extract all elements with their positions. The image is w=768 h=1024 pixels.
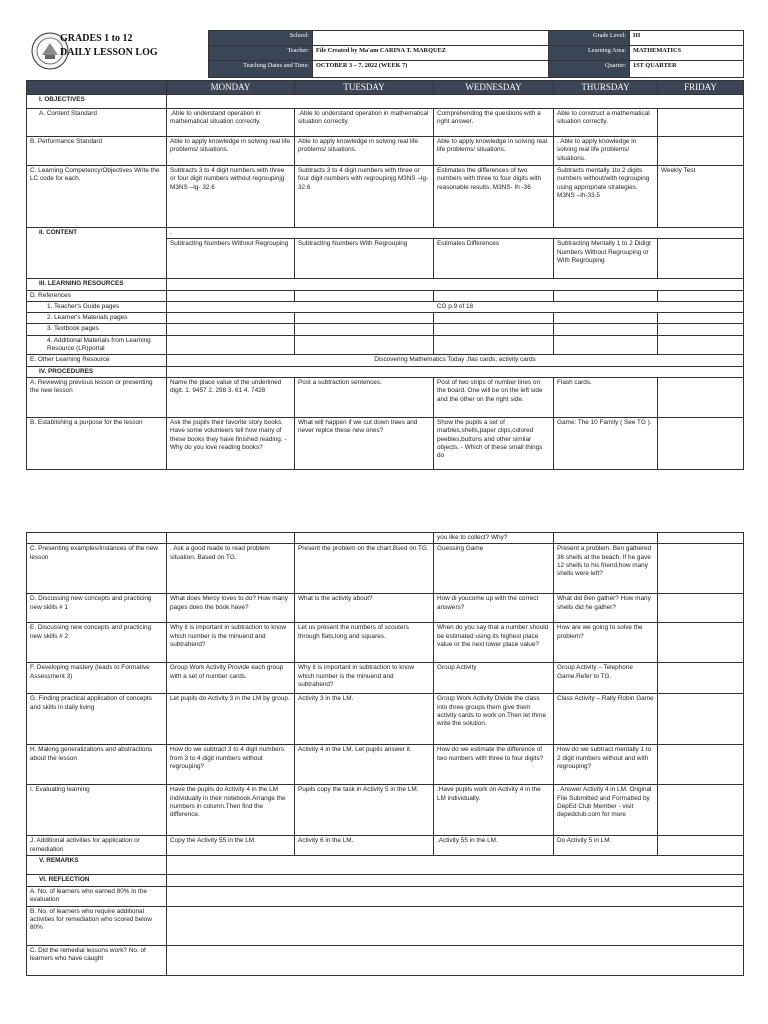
lesson-table-part-2 — [26, 532, 743, 976]
competency-tue: Subtracts 3 to 4 digit numbers with three or four digit numbers with regroupinjg M3NS –Ig- 32.6 — [295, 166, 434, 228]
quarter-value: 1ST QUARTER — [630, 61, 744, 78]
day-friday: FRIDAY — [658, 81, 744, 95]
proc-h-fri — [658, 745, 744, 785]
proc-e-mon: Why it is important in subtraction to know which number is the minuend and subtrahend? — [167, 623, 295, 663]
performance-standard-mon: Able to apply knowledge in solving real life problems/ situations. — [167, 137, 295, 166]
title-line-2: DAILY LESSON LOG — [60, 47, 158, 58]
dates-value: OCTOBER 3 – 7, 2022 (WEEK 7) — [313, 61, 549, 78]
proc-c-wed: Guessing Game — [434, 544, 554, 594]
competency-label: C. Learning Competency/Objectives Write the LC code for each. — [27, 166, 167, 228]
proc-d-mon: What does Mercy loves to do? How many pages does the book have? — [167, 594, 295, 623]
proc-h-label: H. Making generalizations and abstractions about the lesson — [27, 745, 167, 785]
day-monday: MONDAY — [167, 81, 295, 95]
grade-value: III — [630, 31, 744, 46]
proc-d-label: D. Discussing new concepts and practicing new skills # 1 — [27, 594, 167, 623]
content-wed: Estimates Differences — [434, 239, 554, 279]
proc-e-label: E. Discussing new concepts and practicing new skills # 2 — [27, 623, 167, 663]
school-value — [313, 31, 549, 46]
proc-a-label: A. Reviewing previous lesson or presenting the new lesson — [27, 377, 167, 417]
day-thursday: THURSDAY — [554, 81, 658, 95]
proc-e-fri — [658, 623, 744, 663]
proc-g-wed: Group Work Activity Divide the class into three groups them give them activity cards to work on.Then let thme write the solution. — [434, 694, 554, 745]
reflection-heading: VI. REFLECTION — [27, 875, 167, 886]
other-resource-text: Discovering Mathematics Today ,flas cards, activity cards — [167, 355, 744, 366]
content-standard-thu: Able to construct a mathematical situation correctly. — [554, 109, 658, 137]
proc-g-label: G. Finding practical application of concepts and skills in daily living — [27, 694, 167, 745]
teacher-label: Teacher: — [209, 46, 313, 61]
content-tue: Subtracting Numbers With Regrouping — [295, 239, 434, 279]
content-heading: II. CONTENT — [27, 228, 167, 279]
proc-j-thu: Do Activity 5 in LM. — [554, 836, 658, 856]
proc-c-fri — [658, 544, 744, 594]
proc-f-fri — [658, 663, 744, 694]
proc-b-wed: Show the pupils a set of marbles,shells,paper clips,colored peebles,buttons and other similar objects. - Which of these small things do — [434, 417, 554, 469]
proc-b-mon: Ask the pupils their favorite story books. Have some volunteers tell how many of these books they have finished reading. - Why do you love reading books? — [167, 417, 295, 469]
performance-standard-fri — [658, 137, 744, 166]
learners-materials-label: 2. Learner's Materials pages — [27, 313, 167, 324]
procedures-heading: IV. PROCEDURES — [27, 366, 167, 377]
competency-fri: Weekly Test — [658, 166, 744, 228]
proc-a-fri — [658, 377, 744, 417]
proc-i-thu: . Answer Activity 4 in LM. Original File Submitted and Formatted by DepEd Club Member - visit depedclub.com for more — [554, 785, 658, 836]
proc-j-wed: .Activity 55 in the LM. — [434, 836, 554, 856]
proc-j-tue: Activity 6 in the LM. — [295, 836, 434, 856]
competency-mon: Subtracts 3 to 4 digit numbers with three or four digit numbers without regroupinjg M3NS –Ig- 32.6 — [167, 166, 295, 228]
lesson-table-part-1 — [26, 80, 743, 470]
textbook-label: 3. Textbook pages — [27, 324, 167, 335]
proc-d-wed: How di youcome up with the correct answers? — [434, 594, 554, 623]
remarks-heading: V. REMARKS — [27, 856, 167, 875]
proc-g-tue: Activity 3 in the LM. — [295, 694, 434, 745]
content-standard-wed: Comprehending the questions with a right answer. — [434, 109, 554, 137]
title-line-1: GRADES 1 to 12 — [60, 33, 133, 44]
content-mon: Subtracting Numbers Without Regrouping — [167, 239, 295, 279]
proc-e-thu: How are we going to solve the problem? — [554, 623, 658, 663]
proc-c-tue: Present the problem on the chart.Bsed on TG. — [295, 544, 434, 594]
proc-f-thu: Group Activity – Telephone Game.Refer to TG. — [554, 663, 658, 694]
area-value: MATHEMATICS — [630, 46, 744, 61]
quarter-label: Quarter: — [549, 61, 630, 78]
performance-standard-wed: Able to apply knowledge in solving real life problems/ situations. — [434, 137, 554, 166]
competency-wed: Estimates the differences of two numbers with three to four digits with reasonable results. M3NS- Ih -36 — [434, 166, 554, 228]
cg-reference: CG p.9 of 18 — [167, 301, 744, 312]
proc-f-label: F. Developing mastery (leads to Formative Assessment 3) — [27, 663, 167, 694]
proc-d-fri — [658, 594, 744, 623]
content-standard-mon: .Able to understand operation in mathematical situation correctly. — [167, 109, 295, 137]
dll-header — [26, 30, 743, 72]
teachers-guide-label: 1. Teacher's Guide pages — [27, 301, 167, 312]
content-standard-label: A. Content Standard — [27, 109, 167, 137]
proc-j-fri — [658, 836, 744, 856]
proc-c-thu: Present a problem. Ben gathered 36 shells at the beach. If he gave 12 shells to his friend,how many shells were left? — [554, 544, 658, 594]
proc-b-thu: Game: The 10 Family ( See TG ). — [554, 417, 658, 469]
proc-b-fri — [658, 417, 744, 469]
content-thu: Subtracting Mentally 1 to 2 Didigt Numbers Without Regrouping or With Regrouping — [554, 239, 658, 279]
proc-f-tue: Why it is important in subtraction to know which number is the minuend and subtrahend? — [295, 663, 434, 694]
proc-g-thu: Class Activity – Rally Robin Game — [554, 694, 658, 745]
day-tuesday: TUESDAY — [295, 81, 434, 95]
content-standard-tue: .Able to understand operation in mathematical situation correctly. — [295, 109, 434, 137]
objectives-heading: I. OBJECTIVES — [27, 95, 167, 109]
proc-i-fri — [658, 785, 744, 836]
proc-d-thu: What did Ben gather? How many shells did he gather? — [554, 594, 658, 623]
proc-j-label: J. Additional activities for application or remediation — [27, 836, 167, 856]
proc-b-label: B. Establishing a purpose for the lesson — [27, 417, 167, 469]
proc-b-tue: What will happen if we cut down trees and never replce these new ones? — [295, 417, 434, 469]
proc-h-mon: How do we subtract 3 to 4 digit numbers from 3 to 4 digit numbers without regrouping? — [167, 745, 295, 785]
performance-standard-thu: . Able to apply knowledge in solving real life problems/ situations. — [554, 137, 658, 166]
day-wednesday: WEDNESDAY — [434, 81, 554, 95]
proc-a-wed: Post of two strips of number lines on the board. One will be on the left side and the other on the right side. — [434, 377, 554, 417]
references-label: D. References — [27, 290, 167, 301]
school-label: School: — [209, 31, 313, 46]
additional-materials-label: 4. Additional Materials from Learning Resource (LR)portal — [27, 335, 167, 355]
performance-standard-label: B. Performance Standard — [27, 137, 167, 166]
content-standard-fri — [658, 109, 744, 137]
proc-e-wed: When do you say that a number should be estimated using its highest place value or the next lower place value? — [434, 623, 554, 663]
reflection-a-label: A. No. of learners who earned 80% in the evaluation — [27, 886, 167, 906]
content-dot: . — [167, 228, 744, 239]
proc-h-thu: How do we subtract mentally 1 to 2 digit numbers without and with regrouping? — [554, 745, 658, 785]
proc-i-mon: Have the pupils do Activity 4 in the LM individually in their notebook.Arrange the numbers in column.Then find the difference. — [167, 785, 295, 836]
proc-i-tue: Pupils copy the task in Activity 5 in the LM. — [295, 785, 434, 836]
proc-f-wed: Group Activity — [434, 663, 554, 694]
proc-g-fri — [658, 694, 744, 745]
proc-a-mon: Name the place value of the underlined digit. 1. 9457 2. 298 3. 61 4. 7428 — [167, 377, 295, 417]
proc-b-wed-continued: you like to collect? Why? — [434, 533, 554, 544]
teacher-value: File Created by Ma'am CARINA T. MARQUEZ — [313, 46, 549, 61]
reflection-b-label: B. No. of learners who require additional activities for remediation who scored below 80% — [27, 906, 167, 945]
area-label: Learning Area: — [549, 46, 630, 61]
reflection-c-label: C. Did the remedial lessons work? No. of learners who have caught — [27, 945, 167, 975]
performance-standard-tue: Able to apply knowledge in solving real life problems/ situations. — [295, 137, 434, 166]
grade-label: Grade Level: — [549, 31, 630, 46]
content-fri — [658, 239, 744, 279]
proc-f-mon: Group Work Activity Provide each group with a set of number cards. — [167, 663, 295, 694]
competency-thu: Subtracts mentally 1to 2 digits numbers without/with regrouping using appropriate strategies. M3NS –Ih-33.5 — [554, 166, 658, 228]
proc-j-mon: Copy the Activity 55 in the LM. — [167, 836, 295, 856]
proc-c-label: C. Presenting examples/instances of the new lesson — [27, 544, 167, 594]
proc-a-tue: Post a subtraction sentences. — [295, 377, 434, 417]
proc-d-tue: What is the activity about? — [295, 594, 434, 623]
proc-e-tue: Let us present the numbers of scouters through flats,long and squares. — [295, 623, 434, 663]
resources-heading: III. LEARNING RESOURCES — [27, 279, 167, 290]
header-info-grid — [208, 30, 744, 78]
proc-h-wed: How do we estimate the difference of two numbers with three to four digits? — [434, 745, 554, 785]
proc-a-thu: Flash cards. — [554, 377, 658, 417]
other-resource-label: E. Other Learning Resource — [27, 355, 167, 366]
proc-c-mon: . Ask a good reade to read problem situation. Based on TG. — [167, 544, 295, 594]
dates-label: Teaching Dates and Time: — [209, 61, 313, 78]
proc-g-mon: Let pupils do Activity 3 in the LM by group. — [167, 694, 295, 745]
proc-i-wed: .Have pupils work on Activity 4 in the LM individually. — [434, 785, 554, 836]
proc-h-tue: Activity 4 in the LM. Let pupils answer it. — [295, 745, 434, 785]
proc-i-label: I. Evaluating learning — [27, 785, 167, 836]
